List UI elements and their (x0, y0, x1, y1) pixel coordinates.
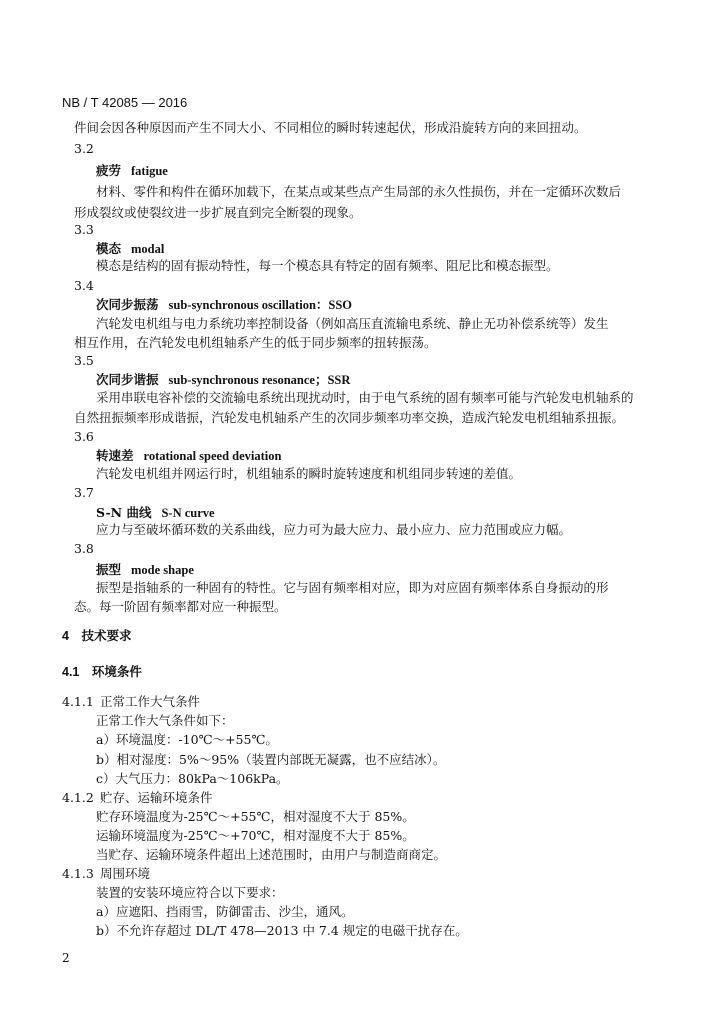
term-en: rotational speed deviation (143, 449, 282, 463)
term-title (96, 297, 352, 313)
term-en: sub-synchronous resonance；SSR (168, 373, 351, 387)
list-item: c）大气压力：80kPa～106kPa。 (96, 771, 289, 786)
subclause-number: 4.1.1 (62, 694, 94, 709)
term-title (96, 505, 215, 521)
term-zh: 次同步谐振 (96, 372, 159, 387)
subclause-title: 周围环境 (100, 866, 151, 881)
section-heading: 4 技术要求 (62, 629, 132, 643)
paragraph-line: 模态是结构的固有振动特性，每一个模态具有特定的固有频率、阻尼比和模态振型。 (96, 258, 559, 273)
clause-number: 3.5 (74, 353, 94, 368)
clause-number: 3.6 (74, 429, 94, 444)
paragraph-line: 件间会因各种原因而产生不同大小、不同相位的瞬时转速起伏，形成沿旋转方向的来回扭动。 (74, 120, 587, 135)
term-zh: 模态 (96, 241, 122, 256)
term-zh: 次同步振荡 (96, 297, 159, 312)
paragraph-line: 正常工作大气条件如下： (96, 713, 234, 728)
paragraph-line: 振型是指轴系的一种固有的特性。它与固有频率相对应，即为对应固有频率体系自身振动的形 (96, 580, 609, 595)
clause-number: 3.4 (74, 278, 94, 293)
subclause-heading (62, 694, 200, 710)
clause-number: 3.3 (74, 222, 94, 237)
paragraph-line: 形成裂纹或使裂纹进一步扩展直到完全断裂的现象。 (74, 205, 362, 220)
list-item: a）应遮阳、挡雨雪，防御雷击、沙尘，通风。 (96, 904, 354, 919)
paragraph-line: 汽轮发电机组与电力系统功率控制设备（例如高压直流输电系统、静止无功补偿系统等）发生 (96, 316, 609, 331)
term-title (96, 448, 282, 464)
list-item: a）环境温度：-10℃～+55℃。 (96, 732, 278, 747)
list-item: b）相对湿度：5%～95%（装置内部既无凝露，也不应结冰）。 (96, 752, 446, 767)
term-title (96, 562, 194, 578)
term-en: modal (131, 242, 165, 256)
term-en: mode shape (131, 563, 194, 577)
term-en: fatigue (131, 164, 168, 178)
paragraph-line: 自然扭振频率形成谐振，汽轮发电机轴系产生的次同步频率功率交换，造成汽轮发电机组轴系扭振。 (74, 410, 625, 425)
term-zh: S-N 曲线 (96, 505, 152, 520)
clause-number: 3.8 (74, 541, 94, 556)
paragraph-line: 汽轮发电机组并网运行时，机组轴系的瞬时旋转速度和机组同步转速的差值。 (96, 466, 522, 481)
paragraph-line: 采用串联电容补偿的交流输电系统出现扰动时，由于电气系统的固有频率可能与汽轮发电机轴系的 (96, 390, 634, 405)
paragraph-line: 运输环境温度为-25℃～+70℃，相对湿度不大于 85%。 (96, 828, 415, 843)
subclause-number: 4.1.2 (62, 790, 94, 805)
subclause-heading (62, 866, 150, 882)
paragraph-line: 贮存环境温度为-25℃～+55℃，相对湿度不大于 85%。 (96, 809, 415, 824)
subsection-heading: 4.1 环境条件 (62, 665, 142, 679)
paragraph-line: 材料、零件和构件在循环加载下，在某点或某些点产生局部的永久性损伤，并在一定循环次数后 (96, 184, 622, 199)
term-zh: 转速差 (96, 448, 134, 463)
clause-number: 3.2 (74, 141, 94, 156)
page-number: 2 (62, 951, 70, 965)
term-zh: 疲劳 (96, 163, 122, 178)
clause-number: 3.7 (74, 485, 94, 500)
subclause-heading (62, 790, 213, 806)
paragraph-line: 当贮存、运输环境条件超出上述范围时，由用户与制造商商定。 (96, 847, 447, 862)
paragraph-line: 装置的安装环境应符合以下要求： (96, 885, 284, 900)
paragraph-line: 态。每一阶固有频率都对应一种振型。 (74, 599, 287, 614)
term-title (96, 163, 168, 179)
term-title (96, 372, 350, 388)
subclause-title: 正常工作大气条件 (100, 694, 201, 709)
paragraph-line: 应力与至破坏循环数的关系曲线，应力可为最大应力、最小应力、应力范围或应力幅。 (96, 522, 572, 537)
term-en: S-N curve (161, 506, 215, 520)
term-title (96, 241, 164, 257)
page-header: NB / T 42085 — 2016 (62, 95, 188, 110)
paragraph-line: 相互作用，在汽轮发电机组轴系产生的低于同步频率的扭转振荡。 (74, 335, 437, 350)
term-zh: 振型 (96, 562, 122, 577)
subclause-title: 贮存、运输环境条件 (100, 790, 213, 805)
term-en: sub-synchronous oscillation：SSO (168, 298, 353, 312)
list-item: b）不允许存超过 DL/T 478—2013 中 7.4 规定的电磁干扰存在。 (96, 923, 468, 938)
subclause-number: 4.1.3 (62, 866, 94, 881)
